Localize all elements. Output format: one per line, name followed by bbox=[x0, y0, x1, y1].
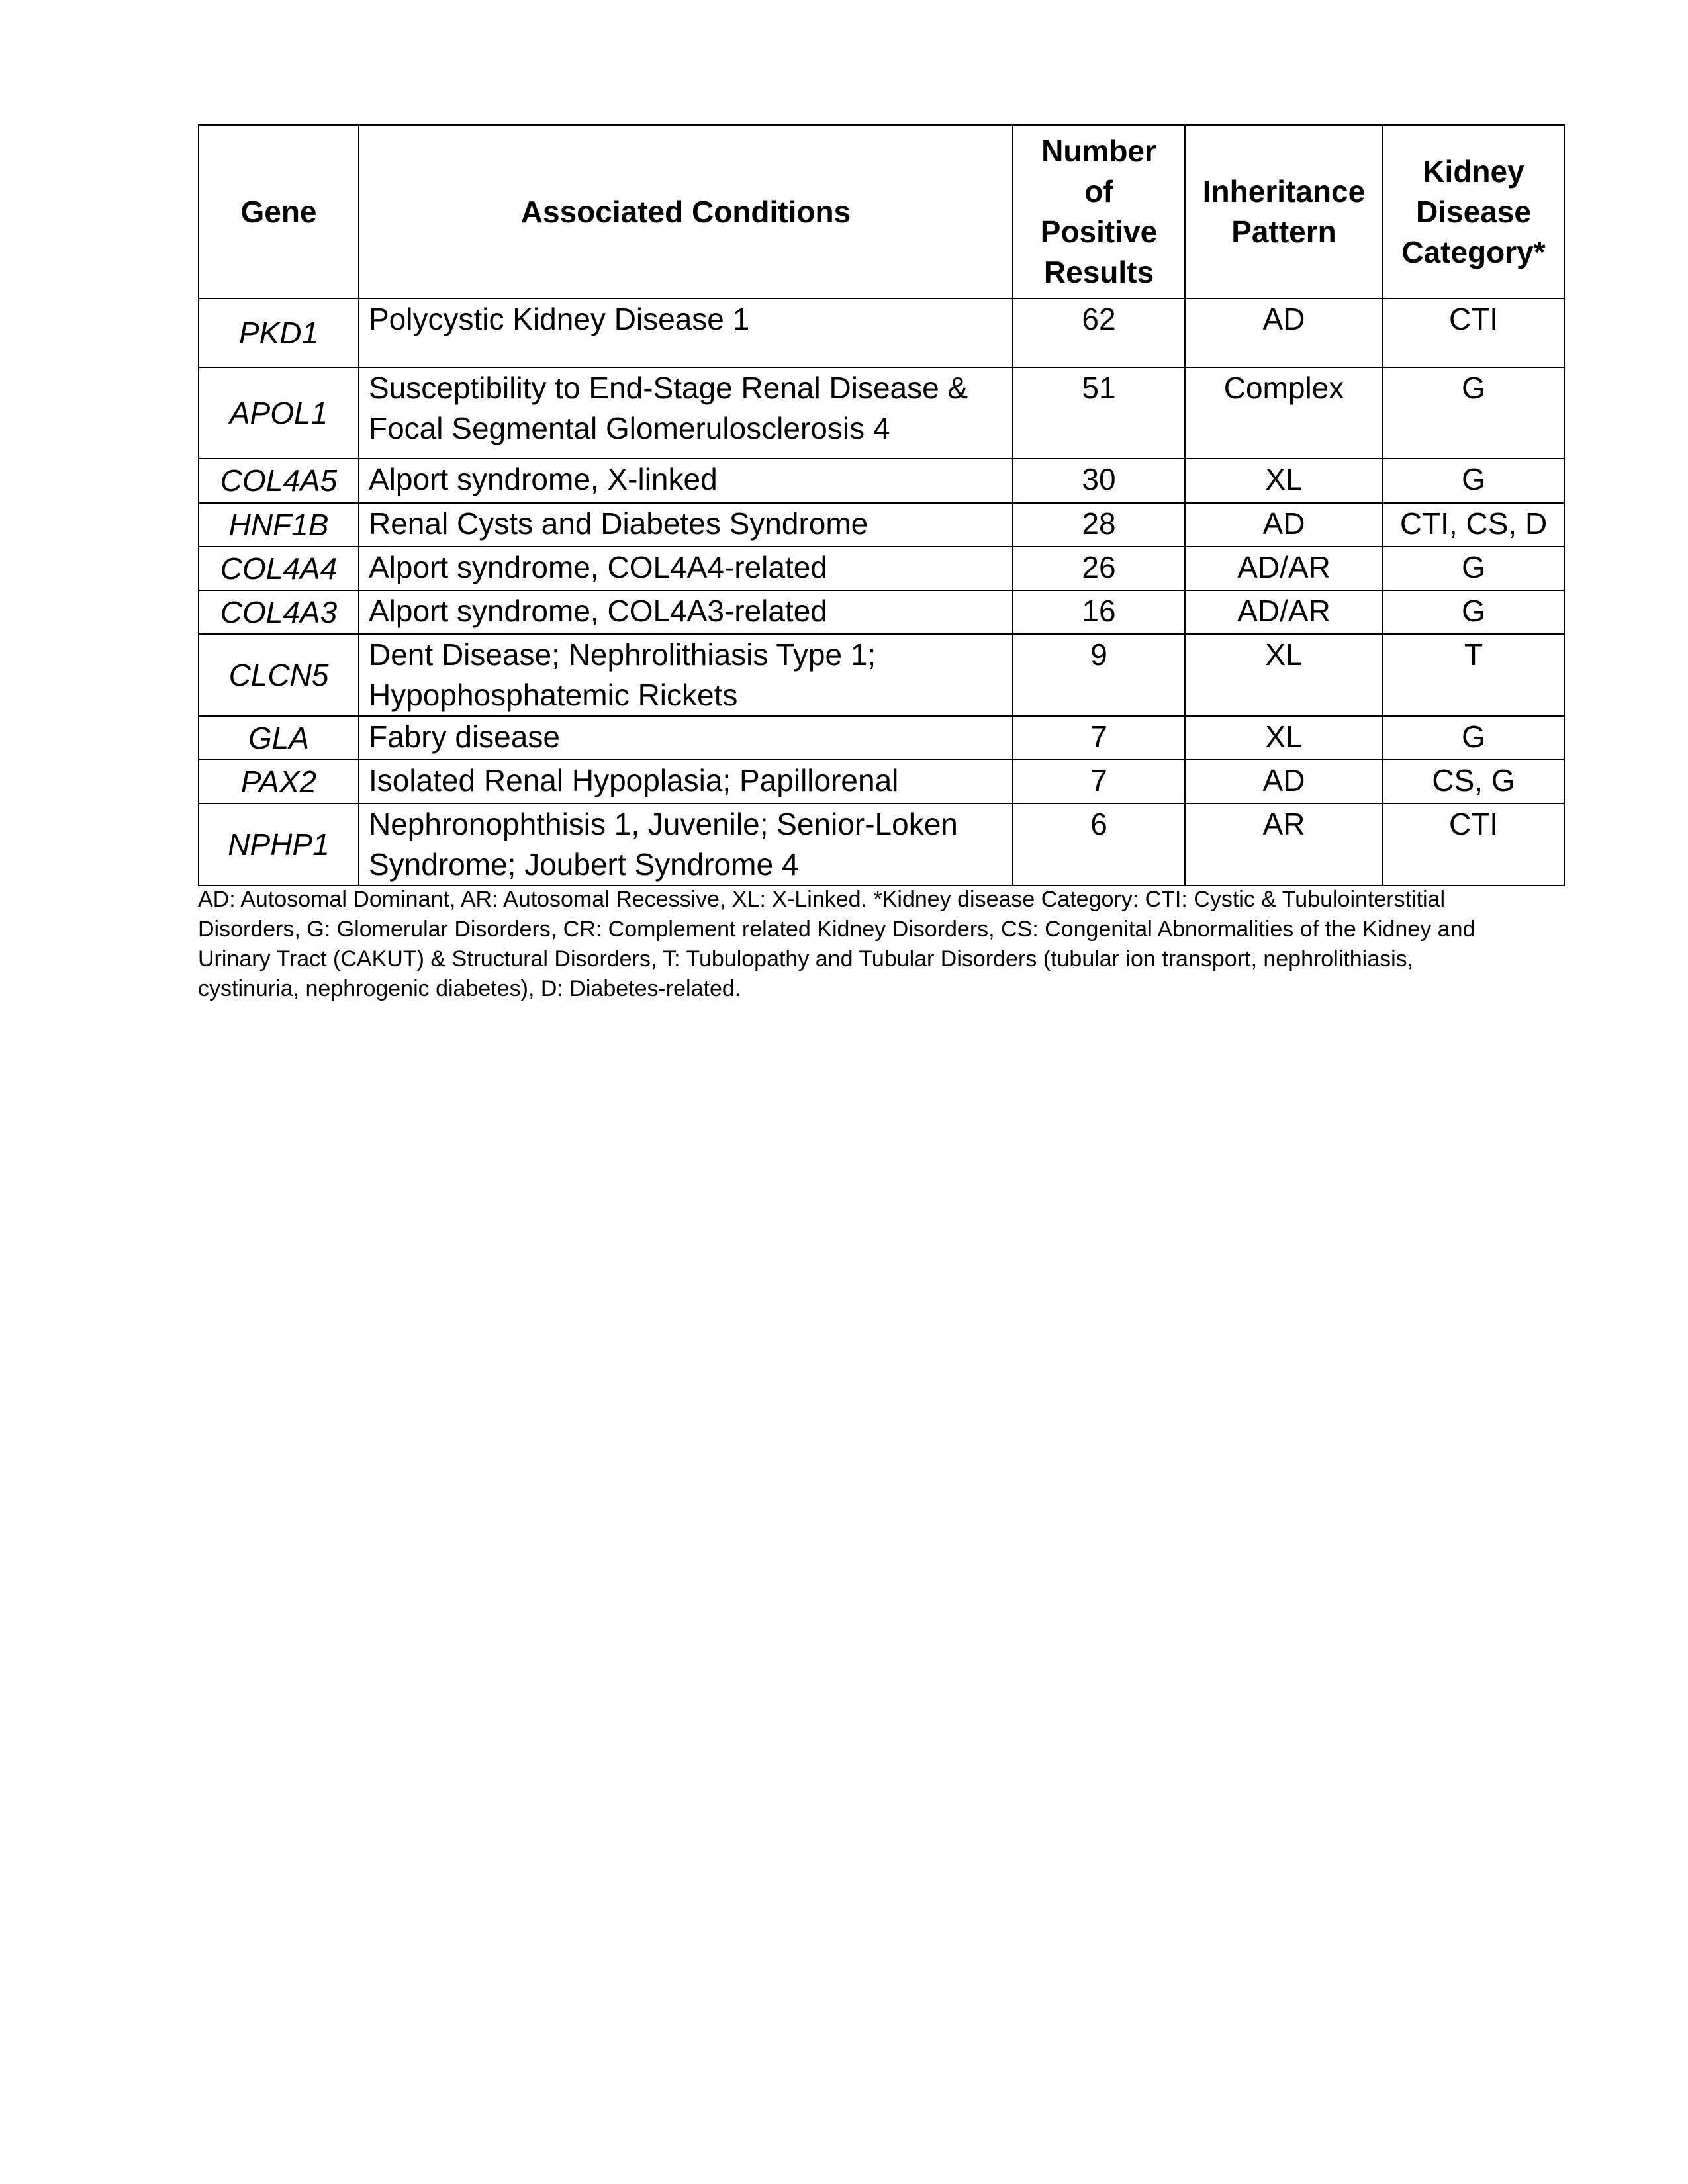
table-row bbox=[199, 760, 1564, 803]
gene-cell: COL4A4 bbox=[199, 547, 359, 590]
positives-cell: 62 bbox=[1013, 298, 1185, 367]
header-conditions bbox=[359, 125, 1013, 298]
header-positives bbox=[1013, 125, 1185, 298]
inheritance-cell: AD bbox=[1185, 503, 1383, 547]
conditions-cell: Alport syndrome, COL4A4-related bbox=[359, 547, 1013, 590]
positives-cell: 7 bbox=[1013, 716, 1185, 760]
gene-cell: CLCN5 bbox=[199, 634, 359, 716]
table-header-row bbox=[199, 125, 1564, 298]
gene-cell: APOL1 bbox=[199, 367, 359, 459]
gene-results-table bbox=[198, 124, 1565, 886]
category-cell: CTI bbox=[1383, 803, 1564, 886]
header-positives-label: Number of Positive Results bbox=[1040, 134, 1158, 289]
inheritance-cell: AD/AR bbox=[1185, 547, 1383, 590]
conditions-cell: Alport syndrome, COL4A3-related bbox=[359, 590, 1013, 634]
gene-cell: COL4A5 bbox=[199, 459, 359, 503]
inheritance-cell: Complex bbox=[1185, 367, 1383, 459]
conditions-cell: Renal Cysts and Diabetes Syndrome bbox=[359, 503, 1013, 547]
header-inheritance bbox=[1185, 125, 1383, 298]
table-row bbox=[199, 803, 1564, 886]
header-conditions-label: Associated Conditions bbox=[520, 194, 851, 229]
table-row bbox=[199, 716, 1564, 760]
positives-cell: 7 bbox=[1013, 760, 1185, 803]
category-cell: G bbox=[1383, 590, 1564, 634]
conditions-cell: Susceptibility to End-Stage Renal Disease & Focal Segmental Glomerulosclerosis 4 bbox=[359, 367, 1013, 459]
table-row bbox=[199, 590, 1564, 634]
conditions-cell: Isolated Renal Hypoplasia; Papillorenal bbox=[359, 760, 1013, 803]
positives-cell: 16 bbox=[1013, 590, 1185, 634]
inheritance-cell: AD bbox=[1185, 298, 1383, 367]
table-row bbox=[199, 503, 1564, 547]
category-cell: G bbox=[1383, 367, 1564, 459]
positives-cell: 51 bbox=[1013, 367, 1185, 459]
category-cell: G bbox=[1383, 547, 1564, 590]
inheritance-cell: AD bbox=[1185, 760, 1383, 803]
gene-cell: COL4A3 bbox=[199, 590, 359, 634]
header-gene-label: Gene bbox=[240, 194, 317, 229]
inheritance-cell: AR bbox=[1185, 803, 1383, 886]
header-inheritance-label: Inheritance Pattern bbox=[1202, 174, 1366, 249]
header-gene bbox=[199, 125, 359, 298]
inheritance-cell: XL bbox=[1185, 459, 1383, 503]
category-cell: CTI bbox=[1383, 298, 1564, 367]
gene-cell: GLA bbox=[199, 716, 359, 760]
category-cell: CS, G bbox=[1383, 760, 1564, 803]
header-category-label: Kidney Disease Category* bbox=[1401, 154, 1546, 269]
inheritance-cell: XL bbox=[1185, 634, 1383, 716]
table-body bbox=[199, 298, 1564, 886]
conditions-cell: Fabry disease bbox=[359, 716, 1013, 760]
table-row bbox=[199, 459, 1564, 503]
conditions-cell: Polycystic Kidney Disease 1 bbox=[359, 298, 1013, 367]
category-cell: G bbox=[1383, 459, 1564, 503]
inheritance-cell: AD/AR bbox=[1185, 590, 1383, 634]
category-cell: CTI, CS, D bbox=[1383, 503, 1564, 547]
table-row bbox=[199, 298, 1564, 367]
positives-cell: 26 bbox=[1013, 547, 1185, 590]
gene-cell: HNF1B bbox=[199, 503, 359, 547]
gene-cell: PAX2 bbox=[199, 760, 359, 803]
header-category bbox=[1383, 125, 1564, 298]
inheritance-cell: XL bbox=[1185, 716, 1383, 760]
gene-cell: NPHP1 bbox=[199, 803, 359, 886]
gene-cell: PKD1 bbox=[199, 298, 359, 367]
table-row bbox=[199, 547, 1564, 590]
conditions-cell: Dent Disease; Nephrolithiasis Type 1; Hypophosphatemic Rickets bbox=[359, 634, 1013, 716]
conditions-cell: Nephronophthisis 1, Juvenile; Senior-Loken Syndrome; Joubert Syndrome 4 bbox=[359, 803, 1013, 886]
positives-cell: 9 bbox=[1013, 634, 1185, 716]
table-footnote: AD: Autosomal Dominant, AR: Autosomal Recessive, XL: X-Linked. *Kidney disease Category: CTI: Cystic & Tubulointerstitial Disorders, G: Glomerular Disorders, CR: Complement related Kidney Disorders, CS: Congenital Abnormalities of the Kidney and Urinary Tract (CAKUT) & Structural Disorders, T: Tubulopathy and Tubular Disorders (tubular ion transport, nephrolithiasis, cystinuria, nephrogenic diabetes), D: Diabetes-related. bbox=[198, 887, 1476, 1001]
table-row bbox=[199, 634, 1564, 716]
table-row bbox=[199, 367, 1564, 459]
positives-cell: 30 bbox=[1013, 459, 1185, 503]
conditions-cell: Alport syndrome, X-linked bbox=[359, 459, 1013, 503]
positives-cell: 6 bbox=[1013, 803, 1185, 886]
category-cell: G bbox=[1383, 716, 1564, 760]
category-cell: T bbox=[1383, 634, 1564, 716]
positives-cell: 28 bbox=[1013, 503, 1185, 547]
